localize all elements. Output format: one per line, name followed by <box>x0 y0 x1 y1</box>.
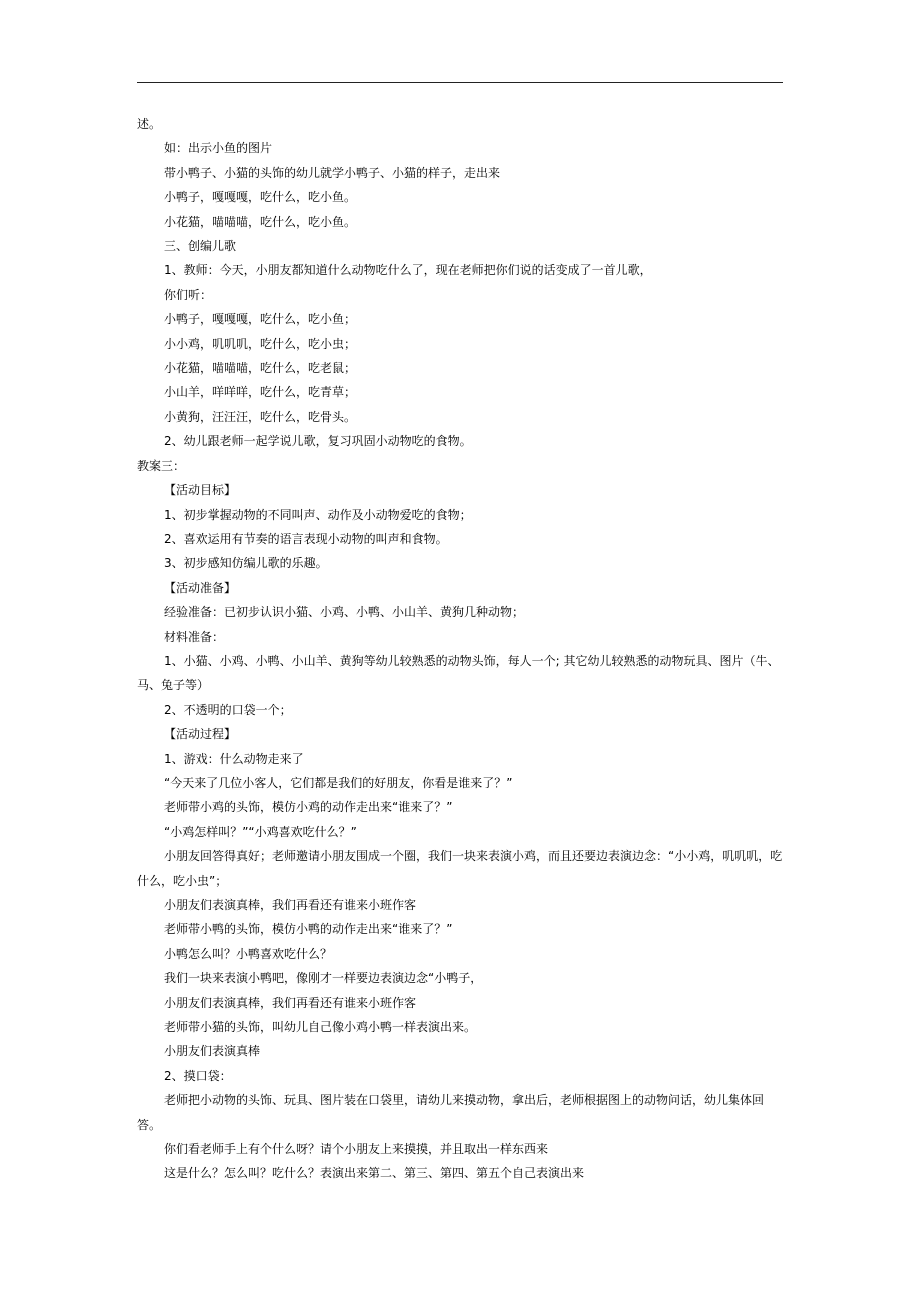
paragraph: 【活动准备】 <box>164 580 237 595</box>
paragraph: 小朋友们表演真棒，我们再看还有谁来小班作客 <box>164 995 417 1010</box>
paragraph: 述。 <box>137 117 162 131</box>
paragraph: 1、游戏：什么动物走来了 <box>164 751 304 766</box>
paragraph: 1、教师：今天，小朋友都知道什么动物吃什么了，现在老师把你们说的话变成了一首儿歌， <box>164 263 652 278</box>
paragraph: 如：出示小鱼的图片 <box>164 141 273 156</box>
paragraph: 小朋友回答得真好；老师邀请小朋友围成一个圈，我们一块来表演小鸡，而且还要边表演边念：“小小鸡，叽叽叽，吃什么，吃小虫”； <box>137 849 783 888</box>
paragraph: 1、初步掌握动物的不同叫声、动作及小动物爱吃的食物； <box>164 507 472 522</box>
paragraph: 小鸭怎么叫？小鸭喜欢吃什么？ <box>164 946 333 961</box>
paragraph: 小朋友们表演真棒 <box>164 1044 261 1059</box>
paragraph: 小鸭子，嘎嘎嘎，吃什么，吃小鱼。 <box>164 190 357 205</box>
paragraph: 老师带小猫的头饰，叫幼儿自己像小鸡小鸭一样表演出来。 <box>164 1020 477 1035</box>
paragraph: 3、初步感知仿编儿歌的乐趣。 <box>164 556 328 571</box>
paragraph: 小花猫，喵喵喵，吃什么，吃小鱼。 <box>164 214 357 229</box>
paragraph: 这是什么？怎么叫？吃什么？表演出来第二、第三、第四、第五个自己表演出来 <box>164 1166 585 1181</box>
paragraph: 小山羊，咩咩咩，吃什么，吃青草； <box>164 385 357 400</box>
paragraph: 老师带小鸡的头饰，模仿小鸡的动作走出来“谁来了？” <box>164 800 453 815</box>
paragraph: 2、摸口袋： <box>164 1068 232 1083</box>
paragraph: 老师带小鸭的头饰，模仿小鸭的动作走出来“谁来了？” <box>164 922 453 937</box>
paragraph: 带小鸭子、小猫的头饰的幼儿就学小鸭子、小猫的样子，走出来 <box>164 165 501 180</box>
paragraph: 2、不透明的口袋一个； <box>164 702 292 717</box>
paragraph: 小黄狗，汪汪汪，吃什么，吃骨头。 <box>164 409 357 424</box>
paragraph: 老师把小动物的头饰、玩具、图片装在口袋里，请幼儿来摸动物，拿出后，老师根据图上的动物问话，幼儿集体回答。 <box>137 1093 765 1132</box>
paragraph: 你们看老师手上有个什么呀？请个小朋友上来摸摸，并且取出一样东西来 <box>164 1142 549 1157</box>
paragraph: 材料准备： <box>164 629 225 644</box>
paragraph: 【活动过程】 <box>164 727 237 742</box>
document-body <box>137 112 787 1186</box>
paragraph: 我们一块来表演小鸭吧，像刚才一样要边表演边念“小鸭子， <box>164 971 483 986</box>
paragraph: 你们听： <box>164 287 213 302</box>
paragraph: 小小鸡，叽叽叽，吃什么，吃小虫； <box>164 336 357 351</box>
paragraph: 教案三： <box>137 458 186 473</box>
paragraph: 三、创编儿歌 <box>164 239 237 254</box>
paragraph: “小鸡怎样叫？”“小鸡喜欢吃什么？” <box>164 824 357 839</box>
paragraph: 小鸭子，嘎嘎嘎，吃什么，吃小鱼； <box>164 312 357 327</box>
paragraph: 【活动目标】 <box>164 483 237 498</box>
paragraph: 经验准备：已初步认识小猫、小鸡、小鸭、小山羊、黄狗几种动物； <box>164 605 525 620</box>
paragraph: 1、小猫、小鸡、小鸭、小山羊、黄狗等幼儿较熟悉的动物头饰，每人一个; 其它幼儿较熟悉的动物玩具、图片（牛、马、兔子等） <box>137 653 780 693</box>
paragraph: 小朋友们表演真棒，我们再看还有谁来小班作客 <box>164 898 417 912</box>
paragraph: 2、幼儿跟老师一起学说儿歌，复习巩固小动物吃的食物。 <box>164 434 472 449</box>
paragraph: 2、喜欢运用有节奏的语言表现小动物的叫声和食物。 <box>164 531 448 546</box>
header-rule <box>137 82 783 83</box>
paragraph: 小花猫，喵喵喵，吃什么，吃老鼠； <box>164 361 357 376</box>
paragraph: “今天来了几位小客人，它们都是我们的好朋友，你看是谁来了？” <box>164 775 513 790</box>
